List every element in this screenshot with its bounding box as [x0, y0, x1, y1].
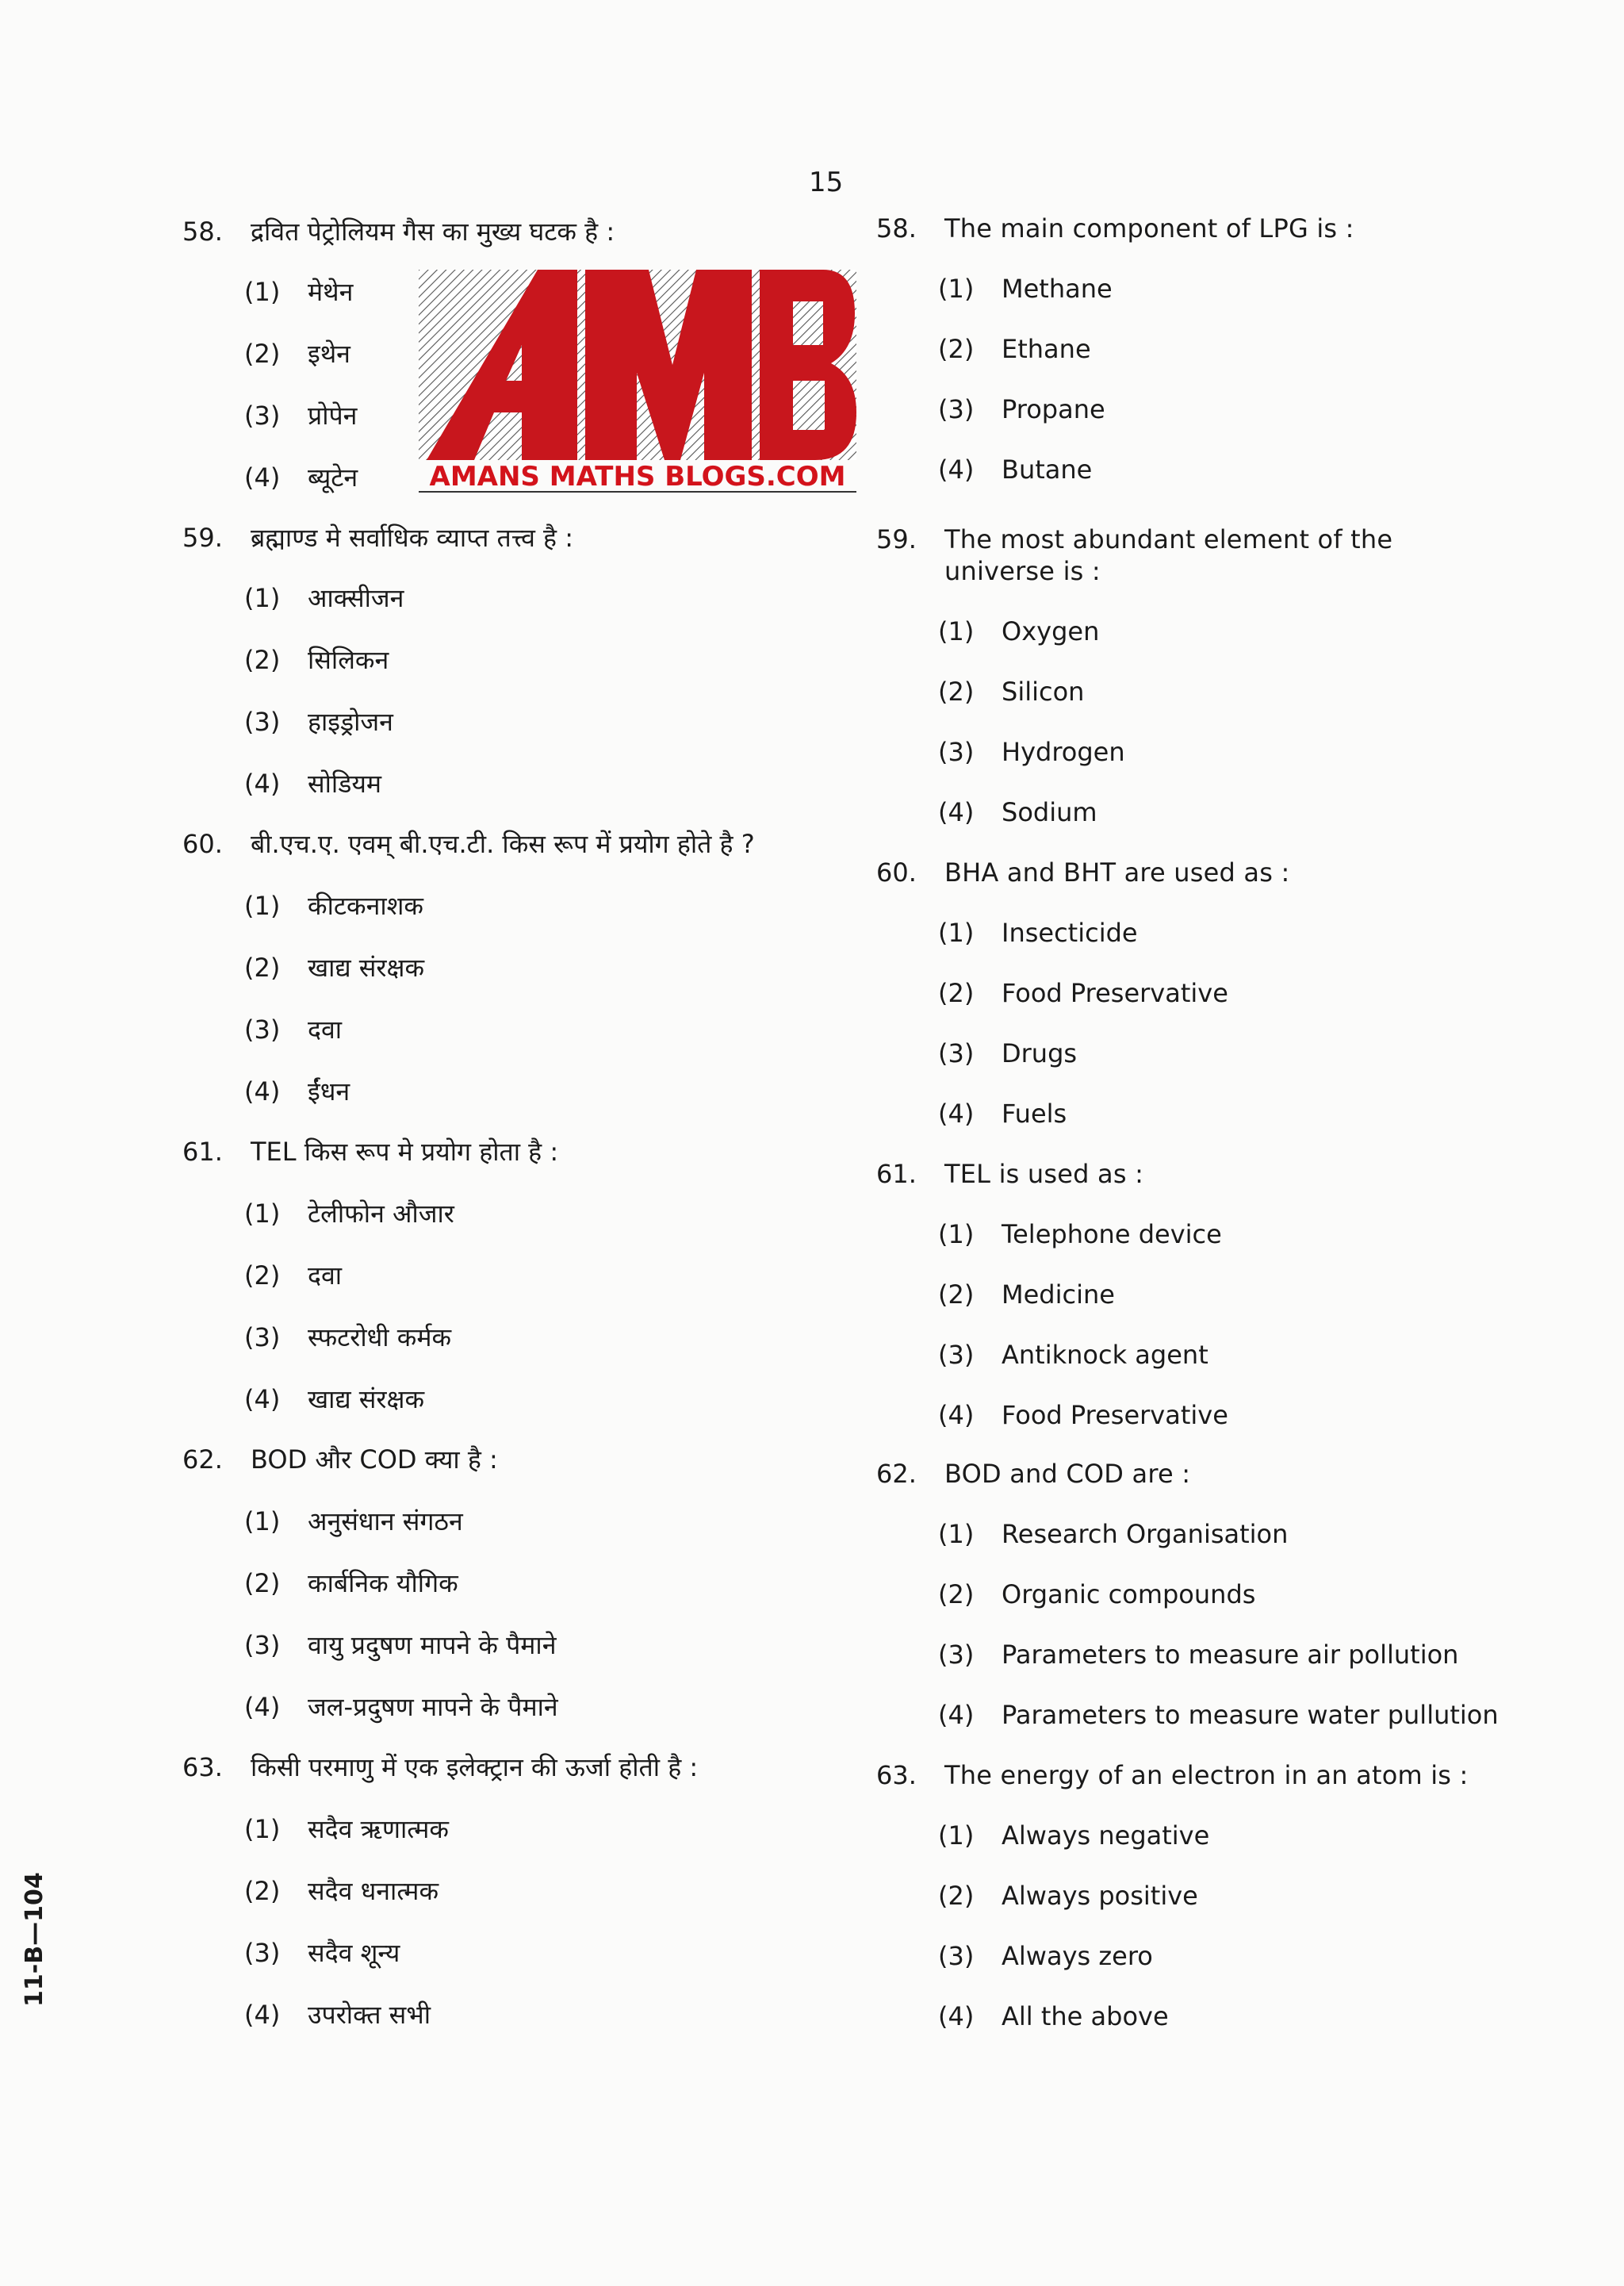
option-text: Research Organisation [1002, 1519, 1289, 1549]
option-number: (1) [938, 1519, 975, 1549]
option-number: (3) [244, 1322, 281, 1352]
option-text: Medicine [1002, 1279, 1115, 1310]
option-text: Telephone device [1002, 1219, 1222, 1249]
option [938, 736, 1125, 768]
option-text: इथेन [308, 339, 350, 369]
option-text: Parameters to measure air pollution [1002, 1640, 1459, 1670]
option [244, 1260, 342, 1291]
option-number: (2) [938, 334, 975, 364]
side-code: 11-B—104 [21, 1872, 48, 2007]
option-text: प्रोपेन [308, 401, 358, 431]
option [244, 1875, 439, 1907]
option-number: (1) [244, 583, 281, 613]
option-number: (3) [938, 394, 975, 424]
option [938, 977, 1228, 1009]
option-text: दवा [308, 1260, 343, 1291]
question-text: किसी परमाणु में एक इलेक्ट्रान की ऊर्जा होती है : [251, 1752, 699, 1782]
option-number: (1) [244, 1506, 281, 1536]
option-text: Drugs [1002, 1038, 1078, 1068]
option-number: (1) [244, 891, 281, 921]
question-number: 61. [876, 1159, 917, 1189]
option-number: (4) [244, 1076, 281, 1107]
option-number: (3) [938, 737, 975, 767]
option-text: All the above [1002, 2001, 1169, 2031]
option-text: Always positive [1002, 1881, 1198, 1911]
option-number: (3) [244, 707, 281, 737]
option-number: (3) [938, 1340, 975, 1370]
option-number: (4) [244, 1384, 281, 1414]
question-number: 62. [876, 1459, 917, 1489]
question-number: 59. [182, 523, 223, 553]
option-text: हाइड्रोजन [308, 707, 393, 737]
option-text: Propane [1002, 394, 1105, 424]
option-text: जल-प्रदुषण मापने के पैमाने [308, 1692, 558, 1722]
option-number: (4) [244, 2000, 281, 2030]
question-number: 60. [876, 857, 917, 888]
option-text: सिलिकन [308, 645, 389, 675]
option-text: अनुसंधान संगठन [308, 1506, 463, 1536]
option [244, 1321, 451, 1353]
question-hi-62 [182, 1444, 833, 1722]
option-text: Methane [1002, 274, 1113, 304]
option-text: सदैव ऋणात्मक [308, 1814, 450, 1844]
option [938, 454, 1092, 485]
option-text: ब्यूटेन [308, 462, 358, 493]
option-number: (4) [938, 1700, 975, 1730]
question-hi-59 [182, 522, 833, 799]
option [244, 1691, 558, 1723]
option-text: Fuels [1002, 1099, 1067, 1129]
question-number: 59. [876, 524, 917, 554]
question-text: BOD और COD क्या है : [251, 1444, 498, 1475]
option-text: Sodium [1002, 797, 1097, 827]
option-text: Parameters to measure water pullution [1002, 1700, 1499, 1730]
option [938, 333, 1091, 365]
option [244, 462, 358, 493]
option-text: Always zero [1002, 1941, 1153, 1971]
option-number: (3) [938, 1640, 975, 1670]
question-number: 58. [876, 213, 917, 244]
question-text: बी.एच.ए. एवम् बी.एच.टी. किस रूप में प्रयोग होते है ? [251, 829, 755, 859]
option-number: (2) [244, 1876, 281, 1906]
option-number: (2) [244, 1568, 281, 1598]
option-number: (2) [938, 1279, 975, 1310]
option [244, 768, 381, 800]
option-number: (2) [938, 1881, 975, 1911]
option-number: (3) [244, 1938, 281, 1968]
option-number: (2) [938, 677, 975, 707]
option-text: दवा [308, 1015, 343, 1045]
option-number: (3) [244, 1015, 281, 1045]
option-text: Food Preservative [1002, 1400, 1228, 1430]
question-number: 58. [182, 217, 223, 247]
option-number: (3) [938, 1941, 975, 1971]
option-text: Silicon [1002, 677, 1085, 707]
option-text: Insecticide [1002, 918, 1138, 948]
option-text: Always negative [1002, 1820, 1210, 1851]
question-en-60 [876, 857, 1590, 1129]
amb-logo [419, 270, 856, 493]
option-number: (1) [938, 1219, 975, 1249]
option-text: Ethane [1002, 334, 1091, 364]
option-text: सदैव धनात्मक [308, 1876, 439, 1906]
question-number: 60. [182, 829, 223, 859]
option [244, 582, 404, 614]
option-text: खाद्य संरक्षक [308, 953, 425, 983]
option [938, 616, 1099, 647]
option-number: (4) [244, 1692, 281, 1722]
option-number: (4) [938, 797, 975, 827]
option-number: (2) [938, 978, 975, 1008]
question-text: TEL किस रूप मे प्रयोग होता है : [251, 1137, 559, 1167]
option-text: सदैव शून्य [308, 1938, 400, 1968]
option [244, 338, 350, 370]
option [938, 1279, 1115, 1310]
option [244, 890, 423, 922]
option-text: स्फटरोधी कर्मक [308, 1322, 452, 1352]
option-text: खाद्य संरक्षक [308, 1384, 425, 1414]
question-number: 62. [182, 1444, 223, 1475]
option [938, 1940, 1153, 1972]
option [244, 706, 393, 738]
option-number: (3) [244, 401, 281, 431]
page-number: 15 [809, 167, 844, 198]
option [244, 400, 357, 432]
question-hi-60 [182, 828, 833, 1107]
option-number: (1) [244, 277, 281, 307]
option [938, 1218, 1222, 1250]
option [244, 1014, 342, 1045]
option [244, 1076, 350, 1107]
option [938, 917, 1138, 949]
question-number: 63. [182, 1752, 223, 1782]
question-text: The most abundant element of the universe is : [944, 524, 1393, 586]
option [938, 393, 1105, 425]
option-number: (1) [244, 1199, 281, 1229]
question-text: BOD and COD are : [944, 1459, 1191, 1489]
option-text: उपरोक्त सभी [308, 2000, 431, 2030]
option [244, 1505, 463, 1537]
logo-text: AMANS MATHS BLOGS.COM [429, 461, 846, 493]
option-text: Butane [1002, 455, 1093, 485]
option [938, 1038, 1077, 1069]
option [938, 273, 1113, 305]
option [938, 1699, 1499, 1731]
option-number: (4) [938, 1099, 975, 1129]
option-number: (3) [244, 1630, 281, 1660]
option-number: (4) [938, 1400, 975, 1430]
option [244, 276, 353, 308]
question-number: 61. [182, 1137, 223, 1167]
option-number: (2) [938, 1579, 975, 1609]
option [244, 644, 389, 676]
amb-logo-graphic [419, 270, 856, 493]
option [244, 1629, 556, 1661]
option [938, 1880, 1198, 1912]
option-number: (4) [938, 455, 975, 485]
option [244, 1813, 449, 1845]
option [244, 952, 424, 984]
option-text: सोडियम [308, 769, 382, 799]
option-text: कार्बनिक यौगिक [308, 1568, 458, 1598]
option-text: Organic compounds [1002, 1579, 1256, 1609]
option [938, 1639, 1458, 1670]
question-en-58 [876, 213, 1590, 485]
option [938, 1518, 1288, 1550]
question-hi-61 [182, 1136, 833, 1414]
question-text: The main component of LPG is : [944, 213, 1354, 244]
option [244, 1999, 431, 2031]
option-number: (1) [938, 274, 975, 304]
option [938, 676, 1084, 708]
option-number: (2) [244, 953, 281, 983]
option [244, 1383, 424, 1415]
option-text: Food Preservative [1002, 978, 1228, 1008]
question-number: 63. [876, 1760, 917, 1790]
option-text: Antiknock agent [1002, 1340, 1208, 1370]
question-text: TEL is used as : [944, 1159, 1144, 1189]
option-text: आक्सीजन [308, 583, 404, 613]
question-en-59 [876, 524, 1590, 827]
option-text: टेलीफोन औजार [308, 1199, 454, 1229]
question-text: BHA and BHT are used as : [944, 857, 1290, 888]
option [938, 1098, 1067, 1130]
option-number: (4) [244, 462, 281, 493]
question-en-63 [876, 1759, 1590, 2031]
option [938, 1339, 1208, 1371]
question-text: The energy of an electron in an atom is : [944, 1760, 1469, 1790]
option [938, 1399, 1228, 1431]
option [938, 796, 1097, 828]
question-en-61 [876, 1158, 1590, 1430]
option-number: (3) [938, 1038, 975, 1068]
option-number: (4) [938, 2001, 975, 2031]
option-number: (2) [244, 1260, 281, 1291]
question-hi-63 [182, 1751, 833, 2030]
option-text: कीटकनाशक [308, 891, 423, 921]
option [938, 1578, 1255, 1610]
option-number: (2) [244, 339, 281, 369]
option [938, 2000, 1169, 2032]
option [244, 1937, 400, 1969]
question-en-62 [876, 1458, 1590, 1730]
question-text: ब्रह्माण्ड मे सर्वाधिक व्याप्त तत्त्व है : [251, 523, 573, 553]
option-number: (1) [938, 1820, 975, 1851]
option-text: वायु प्रदुषण मापने के पैमाने [308, 1630, 557, 1660]
option-text: Oxygen [1002, 616, 1100, 646]
option-number: (1) [244, 1814, 281, 1844]
option-text: ईंधन [308, 1076, 350, 1107]
option-text: Hydrogen [1002, 737, 1125, 767]
question-text: द्रवित पेट्रोलियम गैस का मुख्य घटक है : [251, 217, 615, 247]
option-number: (2) [244, 645, 281, 675]
option-number: (1) [938, 616, 975, 646]
option-number: (1) [938, 918, 975, 948]
option [244, 1567, 458, 1599]
option [244, 1198, 454, 1229]
option [938, 1820, 1209, 1851]
option-text: मेथेन [308, 277, 354, 307]
option-number: (4) [244, 769, 281, 799]
